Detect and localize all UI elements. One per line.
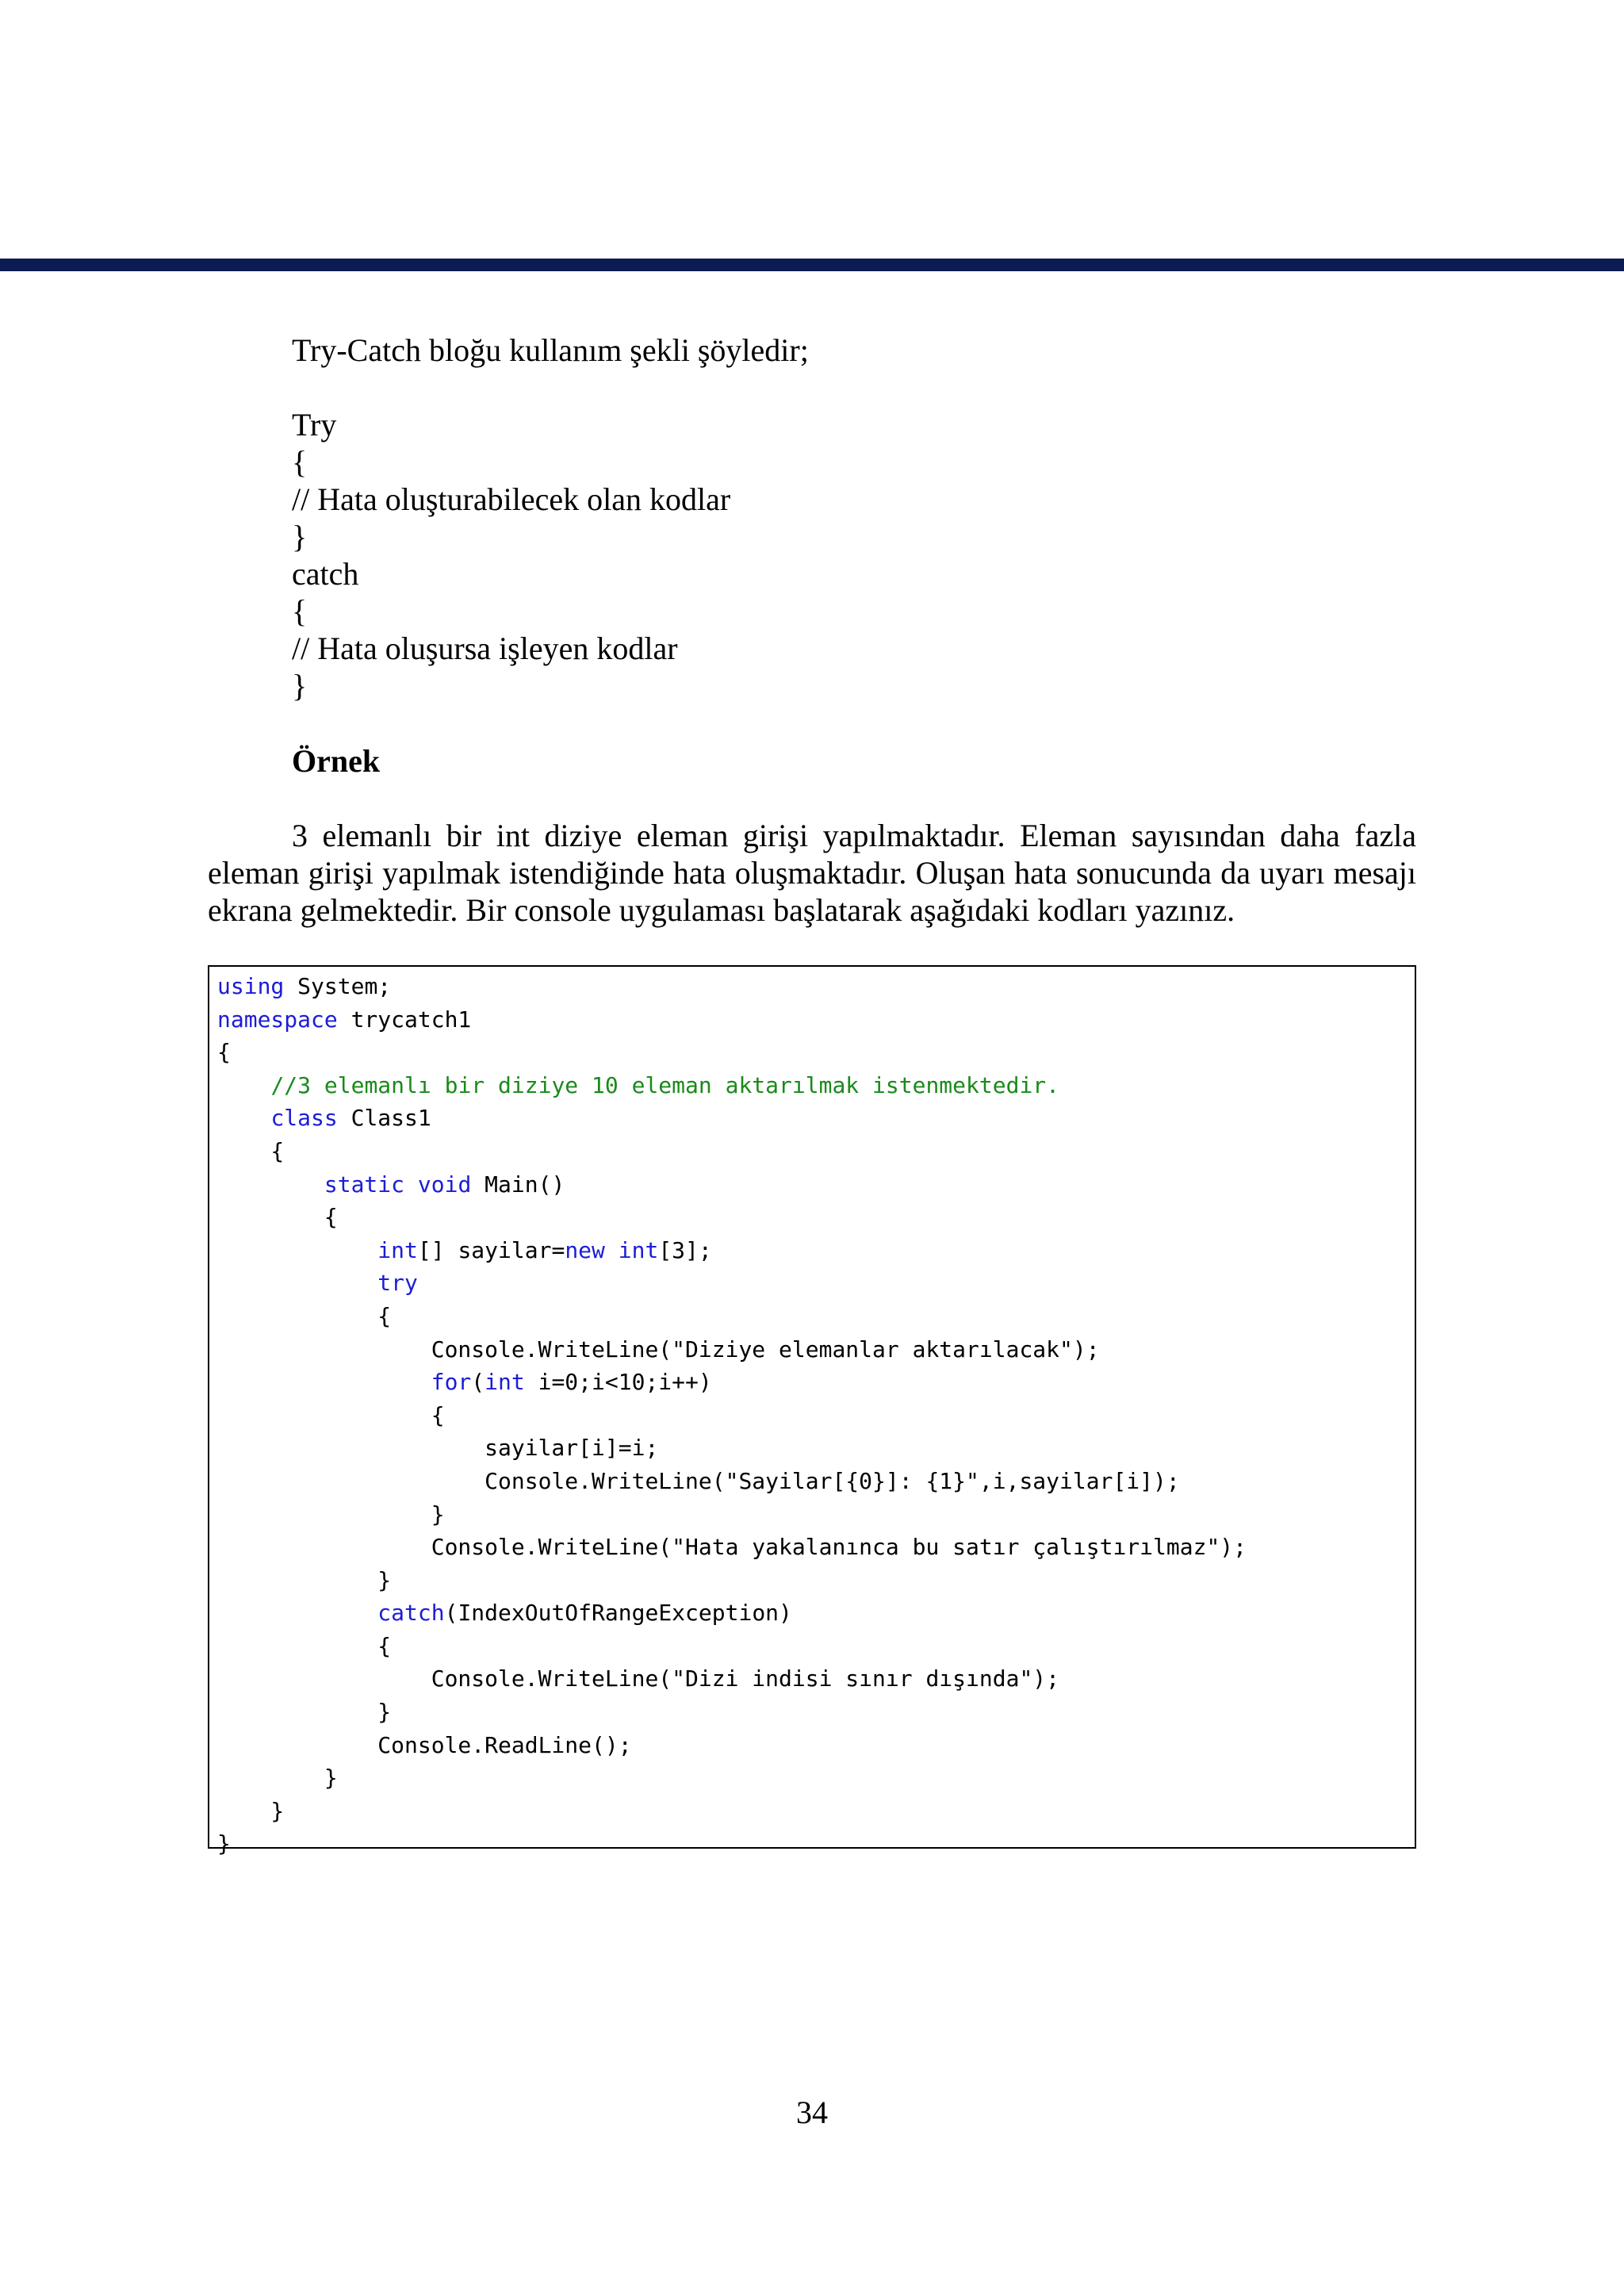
code-text: Console.WriteLine("Diziye elemanlar aktarılacak"); (217, 1336, 1100, 1363)
code-line (217, 1795, 1247, 1828)
code-keyword: static (324, 1171, 405, 1198)
code-line (217, 1827, 1247, 1861)
code-keyword: void (417, 1171, 472, 1198)
code-line (217, 1630, 1247, 1663)
syntax-line: // Hata oluşturabilecek olan kodlar (292, 481, 731, 517)
code-line (217, 1333, 1247, 1366)
code-text: System; (284, 973, 392, 999)
code-text: } (217, 1699, 392, 1726)
code-text: { (217, 1401, 445, 1428)
code-line (217, 1300, 1247, 1333)
code-text: trycatch1 (337, 1006, 472, 1033)
code-line (217, 970, 1247, 1003)
code-keyword: catch (377, 1600, 445, 1627)
code-text: [] sayilar= (417, 1236, 565, 1263)
code-line (217, 1366, 1247, 1399)
code-text: { (217, 1204, 338, 1231)
code-text (217, 1237, 377, 1263)
code-line (217, 1234, 1247, 1267)
code-text: { (217, 1137, 285, 1164)
code-keyword: using (217, 973, 285, 999)
code-line (217, 1168, 1247, 1202)
code-text: Console.WriteLine("Sayilar[{0}]: {1}",i,sayilar[i]); (217, 1467, 1180, 1494)
code-text: Class1 (337, 1105, 431, 1132)
code-text: } (217, 1797, 285, 1824)
code-listing (208, 965, 1416, 1857)
code-text (217, 1270, 377, 1296)
code-text: sayilar[i]=i; (217, 1435, 659, 1462)
code-text (217, 1369, 431, 1395)
code-text (217, 1600, 377, 1626)
code-keyword: namespace (217, 1006, 338, 1033)
code-text: } (217, 1566, 392, 1593)
syntax-line: Try (292, 407, 337, 443)
code-text: { (217, 1632, 392, 1659)
code-keyword: int (485, 1369, 525, 1396)
code-text: (IndexOutOfRangeException) (444, 1600, 792, 1627)
syntax-line: catch (292, 556, 359, 592)
code-text (404, 1171, 418, 1198)
example-paragraph: 3 elemanlı bir int diziye eleman girişi yapılmaktadır. Eleman sayısından daha fazla eleman girişi yapılmak istendiğinde hata oluşmaktadır. Oluşan hata sonucunda da uyarı mesajı ekrana gelmektedir. Bir console uygulaması başlatarak aşağıdaki kodları yazınız. (208, 818, 1416, 928)
code-text: Console.ReadLine(); (217, 1731, 632, 1758)
code-keyword: for (431, 1369, 472, 1396)
page-number: 34 (796, 2095, 828, 2130)
code-text: [3]; (658, 1236, 712, 1263)
code-line (217, 1564, 1247, 1597)
code-text: { (217, 1039, 231, 1066)
code-keyword: try (377, 1270, 418, 1297)
code-line (217, 1596, 1247, 1630)
code-line (217, 1662, 1247, 1696)
code-text (217, 1105, 270, 1131)
code-keyword: new (565, 1236, 605, 1263)
code-text: } (217, 1765, 338, 1792)
code-line (217, 1696, 1247, 1729)
syntax-block (292, 406, 730, 704)
code-text: { (217, 1302, 392, 1329)
syntax-line: { (292, 593, 308, 629)
code-line (217, 1036, 1247, 1069)
code-line (217, 1729, 1247, 1762)
code-lines (217, 970, 1247, 1861)
code-text: Console.WriteLine("Dizi indisi sınır dışında"); (217, 1665, 1060, 1692)
syntax-line: { (292, 444, 308, 480)
code-line (217, 1465, 1247, 1498)
code-line (217, 1761, 1247, 1795)
code-text: Console.WriteLine("Hata yakalanınca bu satır çalıştırılmaz"); (217, 1534, 1247, 1561)
code-line (217, 1069, 1247, 1102)
code-text: i=0;i<10;i++) (524, 1369, 712, 1396)
code-line (217, 1399, 1247, 1432)
intro-text: Try-Catch bloğu kullanım şekli şöyledir; (292, 332, 809, 368)
code-line (217, 1135, 1247, 1168)
code-keyword: class (270, 1105, 338, 1132)
code-keyword: int (618, 1236, 659, 1263)
code-line (217, 1003, 1247, 1037)
code-line (217, 1498, 1247, 1531)
syntax-line: } (292, 519, 308, 554)
code-text: ( (471, 1369, 485, 1396)
code-text: } (217, 1830, 231, 1857)
code-line (217, 1531, 1247, 1564)
code-line (217, 1201, 1247, 1234)
code-line (217, 1432, 1247, 1465)
code-line (217, 1102, 1247, 1135)
code-text (217, 1171, 324, 1198)
syntax-line: // Hata oluşursa işleyen kodlar (292, 630, 678, 666)
code-text (605, 1237, 619, 1263)
code-text: } (217, 1501, 445, 1527)
code-text (217, 1072, 270, 1098)
example-heading: Örnek (292, 743, 381, 779)
code-comment: //3 elemanlı bir diziye 10 eleman aktarılmak istenmektedir. (270, 1071, 1060, 1098)
syntax-line: } (292, 668, 308, 703)
code-keyword: int (377, 1236, 418, 1263)
code-text: Main() (471, 1171, 565, 1198)
header-rule (0, 259, 1624, 271)
code-line (217, 1267, 1247, 1300)
